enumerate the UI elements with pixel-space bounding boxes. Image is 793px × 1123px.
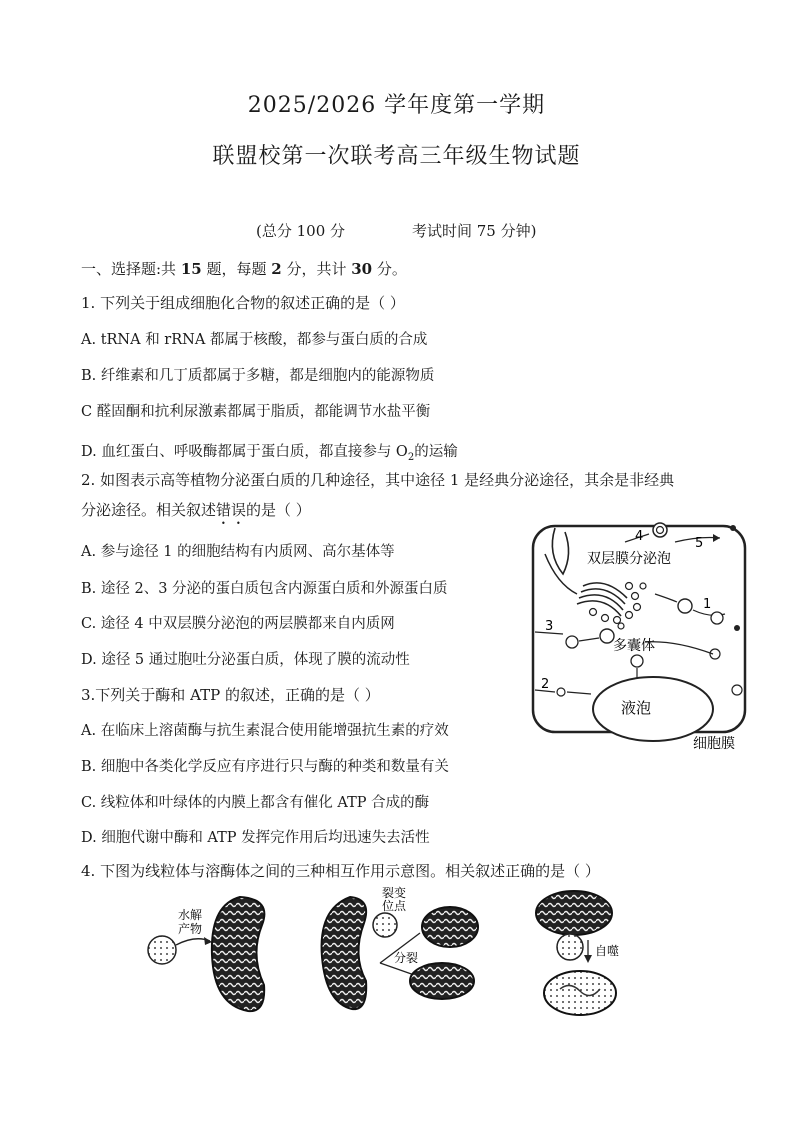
q1-option-b[interactable]: B. 纤维素和几丁质都属于多糖，都是细胞内的能源物质 [81,368,435,384]
q2-emphasis-word: 错误 [216,501,247,519]
q4-mitochondria-lysosome-figure [140,885,660,1020]
label-fission-site-line2: 位点 [382,899,407,913]
path-number-3: 3 [545,619,554,634]
q1-option-a[interactable]: A. tRNA 和 rRNA 都属于核酸，都参与蛋白质的合成 [81,332,428,348]
q1-option-c[interactable]: C 醛固酮和抗利尿激素都属于脂质，都能调节水盐平衡 [81,404,431,420]
section-question-count: 15 [180,260,202,278]
vesicle-path1 [678,599,692,613]
endocytic-arrow [645,642,713,654]
vesicle-path2 [557,688,565,696]
hydrolysis-arrowhead [204,937,212,945]
label-autophagy: 自噬 [595,944,620,958]
q1-stem: 1. 下列关于组成细胞化合物的叙述正确的是（ ） [81,294,405,312]
mitochondrion-1 [212,897,265,1011]
label-fission-site-line1: 裂变 [382,886,407,900]
exam-time: 考试时间 75 分钟) [412,222,537,240]
path-number-1: 1 [703,597,712,612]
q3-option-d[interactable]: D. 细胞代谢中酶和 ATP 发挥完作用后均迅速失去活性 [81,830,430,846]
total-score: (总分 100 分 [256,222,346,240]
vacuole [593,677,713,741]
label-cell-membrane: 细胞膜 [693,736,735,752]
path-number-5: 5 [695,536,704,551]
q2-option-b[interactable]: B. 途径 2、3 分泌的蛋白质包含内源蛋白质和外源蛋白质 [81,581,448,597]
section-heading-prefix: 一、选择题:共 [81,260,181,278]
q3-stem: 3.下列关于酶和 ATP 的叙述，正确的是（ ） [81,686,380,704]
mitochondrion-daughter-2 [410,963,474,999]
path3-arrow [579,638,599,641]
q2-stem-line1: 2. 如图表示高等植物分泌蛋白质的几种途径，其中途径 1 是经典分泌途径，其余是非经典 [81,471,675,489]
q1-option-d-tail: 的运输 [414,444,458,460]
q2-stem-text: 分泌途径。相关叙述 [81,501,217,519]
section-points-each: 2 [271,260,282,278]
label-vacuole: 液泡 [621,699,652,717]
section-heading-mid1: 题，每题 [201,260,272,278]
multivesicular-body [600,629,614,643]
mitochondrion-2 [322,897,367,1009]
path-number-4: 4 [635,529,644,544]
q1-option-d-text: D. 血红蛋白、呼吸酶都属于蛋白质，都直接参与 O [81,444,408,460]
q1-option-d-subscript: 2 [407,451,415,463]
q2-option-a[interactable]: A. 参与途径 1 的细胞结构有内质网、高尔基体等 [81,544,395,560]
q3-option-b[interactable]: B. 细胞中各类化学反应有序进行只与酶的种类和数量有关 [81,759,449,775]
path2-arrow [567,692,591,694]
mitochondrion-daughter-1 [422,907,478,947]
q2-stem-tail: 的是（ ） [246,501,311,519]
autolysosome [544,971,616,1015]
label-multivesicular-body: 多囊体 [613,638,655,654]
golgi-apparatus [577,583,627,616]
lysosome-3 [557,934,583,960]
section-heading-suffix: 分。 [372,260,407,278]
q4-stem: 4. 下图为线粒体与溶酶体之间的三种相互作用示意图。相关叙述正确的是（ ） [81,862,600,880]
q2-option-d[interactable]: D. 途径 5 通过胞吐分泌蛋白质，体现了膜的流动性 [81,652,410,668]
label-fission: 分裂 [394,951,419,965]
lysosome-2 [373,913,397,937]
vesicle-path1-b [711,612,723,624]
q2-stem-line2 [81,499,311,528]
exam-title-line2: 联盟校第一次联考高三年级生物试题 [212,144,581,169]
mitochondrion-3 [536,891,612,935]
vesicle-membrane-right [732,685,742,695]
vesicle-to-vacuole [631,655,643,667]
q3-option-a[interactable]: A. 在临床上溶菌酶与抗生素混合使用能增强抗生素的疗效 [81,723,449,739]
q2-option-c[interactable]: C. 途径 4 中双层膜分泌泡的两层膜都来自内质网 [81,616,395,632]
label-hydrolysis-line2: 产物 [178,922,203,936]
exam-title-line1: 2025/2026 学年度第一学期 [247,93,546,118]
er-shape-2 [545,554,577,594]
q1-option-d[interactable] [81,440,458,463]
path1-arrow-a [655,594,677,602]
autophagy-arrowhead [584,955,592,963]
path5-arrowhead [713,534,720,542]
vesicle-path3 [566,636,578,648]
lysosome-1 [148,936,176,964]
section-total-points: 30 [351,260,373,278]
secreted-protein-5 [730,525,736,531]
label-hydrolysis-line1: 水解 [178,908,203,922]
q2-cell-diagram [525,514,765,754]
secreted-protein-1 [734,625,740,631]
q3-option-c[interactable]: C. 线粒体和叶绿体的内膜上都含有催化 ATP 合成的酶 [81,795,430,811]
er-shape [552,528,568,574]
section-heading-mid2: 分，共计 [281,260,352,278]
section-heading [81,258,407,279]
path-number-2: 2 [541,677,550,692]
label-double-membrane-vesicle: 双层膜分泌泡 [587,551,671,567]
double-membrane-inner [657,527,664,534]
